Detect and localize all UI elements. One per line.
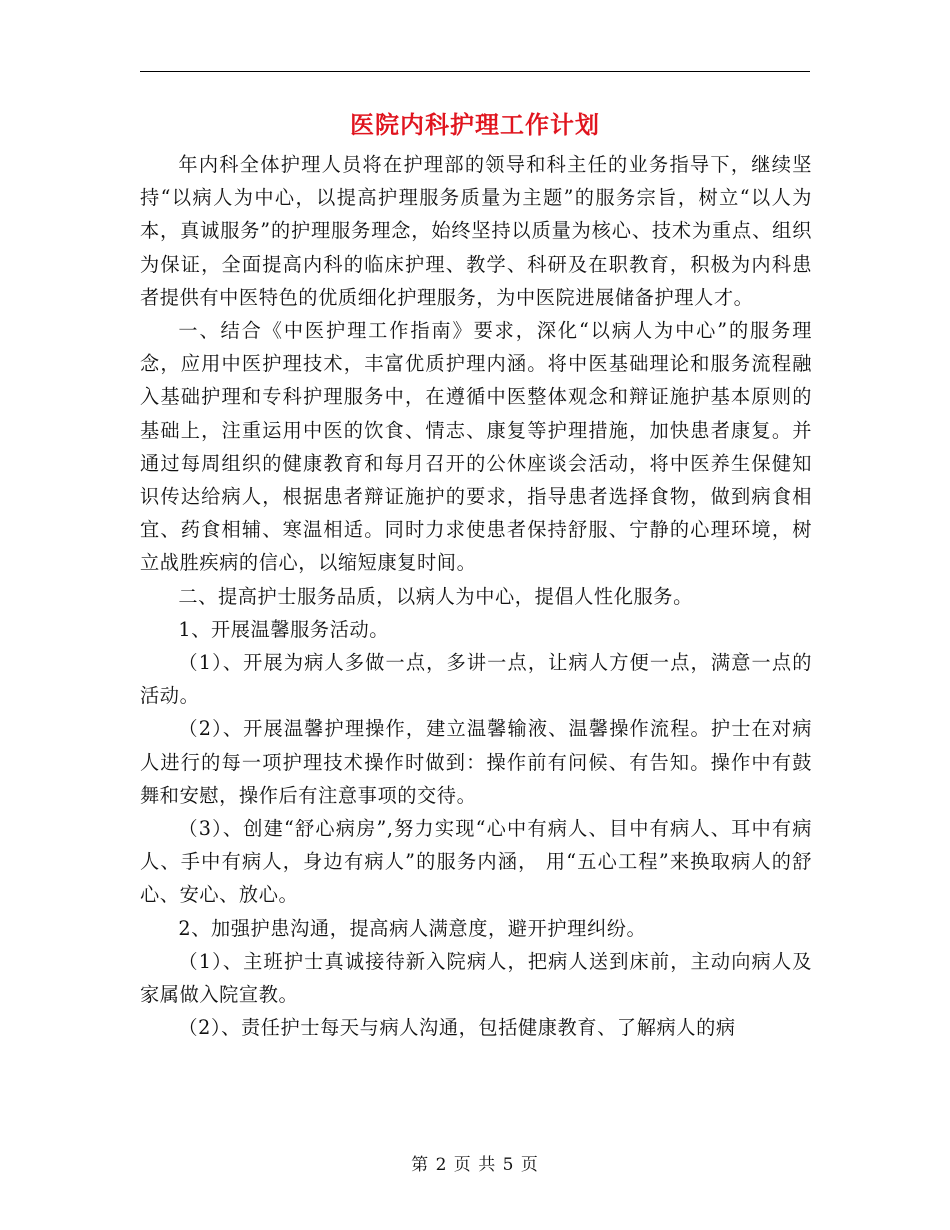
paragraph: 二、提高护士服务品质，以病人为中心，提倡人性化服务。 (178, 584, 693, 608)
paragraph: （3）、创建“舒心病房”,努力实现“心中有病人、目中有病人、耳中有病人、手中有病人，身边有病人”的服务内涵， 用“五心工程”来换取病人的舒心、安心、放心。 (140, 817, 812, 907)
document-body (140, 148, 812, 1044)
paragraph: 年内科全体护理人员将在护理部的领导和科主任的业务指导下，继续坚持“以病人为中心，以提高护理服务质量为主题”的服务宗旨，树立“以人为本，真诚服务”的护理服务理念，始终坚持以质量为核心、技术为重点、组织为保证，全面提高内科的临床护理、教学、科研及在职教育，积极为内科患者提供有中医特色的优质细化护理服务，为中医院进展储备护理人才。 (140, 153, 812, 309)
paragraph: （1）、主班护士真诚接待新入院病人，把病人送到床前，主动向病人及家属做入院宣教。 (140, 949, 812, 1007)
paragraph: 一、结合《中医护理工作指南》要求，深化“以病人为中心”的服务理念，应用中医护理技术，丰富优质护理内涵。将中医基础理论和服务流程融入基础护理和专科护理服务中，在遵循中医整体观念和辩证施护基本原则的基础上，注重运用中医的饮食、情志、康复等护理措施，加快患者康复。并通过每周组织的健康教育和每月召开的公休座谈会活动，将中医养生保健知识传达给病人，根据患者辩证施护的要求，指导患者选择食物，做到病食相宜、药食相辅、寒温相适。同时力求使患者保持舒服、宁静的心理环境，树立战胜疾病的信心，以缩短康复时间。 (140, 319, 812, 575)
footer-prefix: 第 (411, 1155, 430, 1175)
footer-page-number: 2 (435, 1155, 448, 1175)
header-rule (140, 71, 810, 72)
paragraph: （2）、开展温馨护理操作，建立温馨输液、温馨操作流程。护士在对病人进行的每一项护理技术操作时做到：操作前有问候、有告知。操作中有鼓舞和安慰，操作后有注意事项的交待。 (140, 717, 812, 807)
paragraph: （1）、开展为病人多做一点，多讲一点，让病人方便一点，满意一点的活动。 (140, 651, 812, 708)
paragraph: 2、加强护患沟通，提高病人满意度，避开护理纠纷。 (178, 916, 647, 940)
footer-middle: 页 共 (453, 1155, 497, 1175)
footer-suffix: 页 (520, 1155, 539, 1175)
paragraph: （2）、责任护士每天与病人沟通，包括健康教育、了解病人的病 (178, 1016, 736, 1040)
footer-page-total: 5 (502, 1155, 515, 1175)
paragraph: 1、开展温馨服务活动。 (178, 617, 390, 641)
page-footer (140, 1153, 810, 1177)
document-title: 医院内科护理工作计划 (350, 110, 600, 139)
